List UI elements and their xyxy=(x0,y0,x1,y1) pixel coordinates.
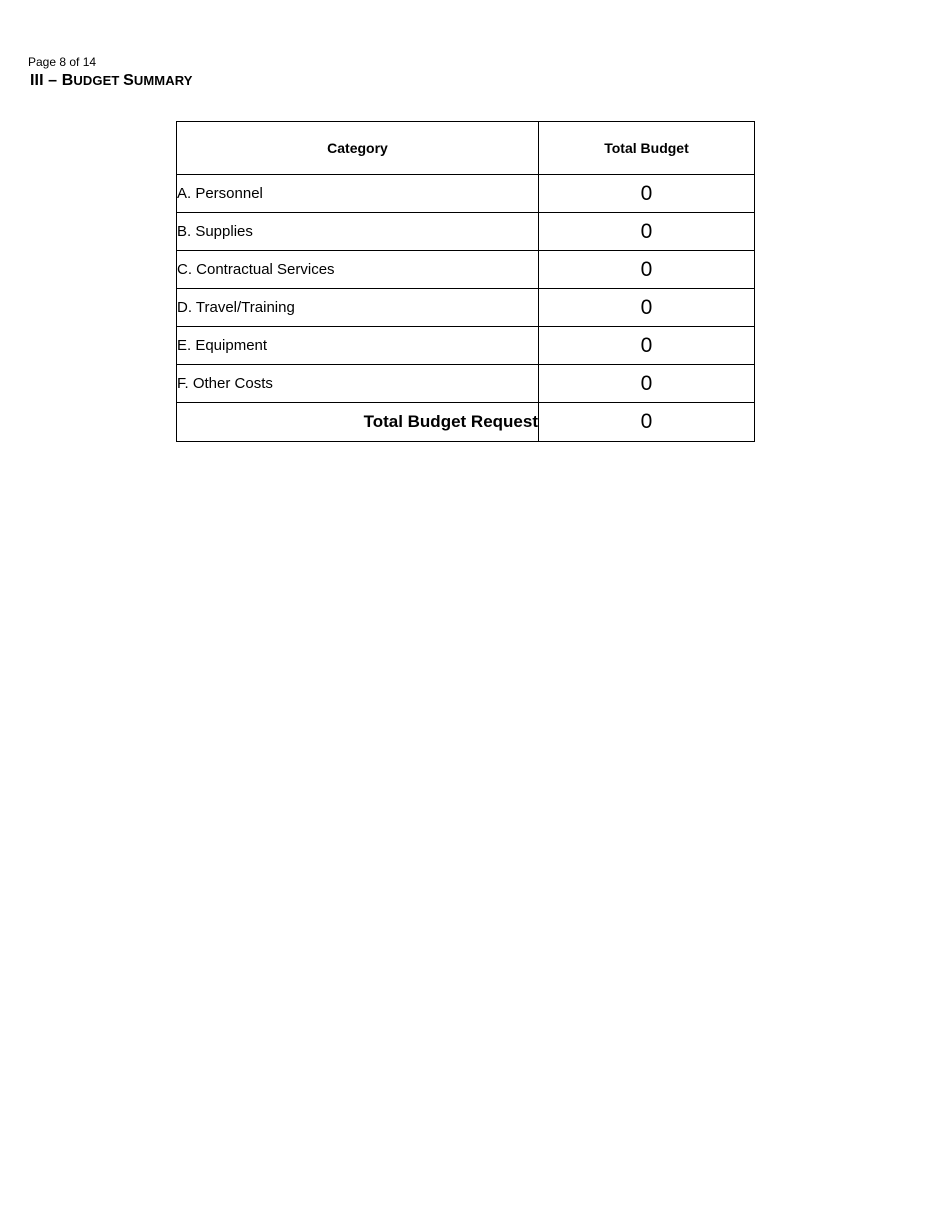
table-header-row xyxy=(177,122,755,175)
title-rest: UDGET xyxy=(73,73,124,88)
category-cell: C. Contractual Services xyxy=(177,251,539,289)
amount-field[interactable]: 0 xyxy=(539,365,755,403)
category-cell: B. Supplies xyxy=(177,213,539,251)
category-cell: D. Travel/Training xyxy=(177,289,539,327)
column-header-total-budget: Total Budget xyxy=(539,122,755,175)
title-initial: S xyxy=(123,72,134,89)
category-cell: A. Personnel xyxy=(177,175,539,213)
table-row xyxy=(177,213,755,251)
table-row xyxy=(177,251,755,289)
total-row xyxy=(177,403,755,442)
amount-field[interactable]: 0 xyxy=(539,327,755,365)
table-row xyxy=(177,289,755,327)
category-cell: E. Equipment xyxy=(177,327,539,365)
title-rest: UMMARY xyxy=(133,73,193,88)
budget-summary-table xyxy=(176,121,755,442)
amount-field[interactable]: 0 xyxy=(539,175,755,213)
amount-field[interactable]: 0 xyxy=(539,289,755,327)
column-header-category: Category xyxy=(177,122,539,175)
total-amount-field[interactable]: 0 xyxy=(539,403,755,442)
table-row xyxy=(177,175,755,213)
amount-field[interactable]: 0 xyxy=(539,213,755,251)
amount-field[interactable]: 0 xyxy=(539,251,755,289)
total-budget-request-label: Total Budget Request xyxy=(177,403,539,442)
table-row xyxy=(177,327,755,365)
section-numeral: III – xyxy=(30,72,58,89)
title-initial: B xyxy=(61,72,74,89)
category-cell: F. Other Costs xyxy=(177,365,539,403)
table-row xyxy=(177,365,755,403)
page-number: Page 8 of 14 xyxy=(28,55,97,69)
section-title xyxy=(30,72,193,90)
